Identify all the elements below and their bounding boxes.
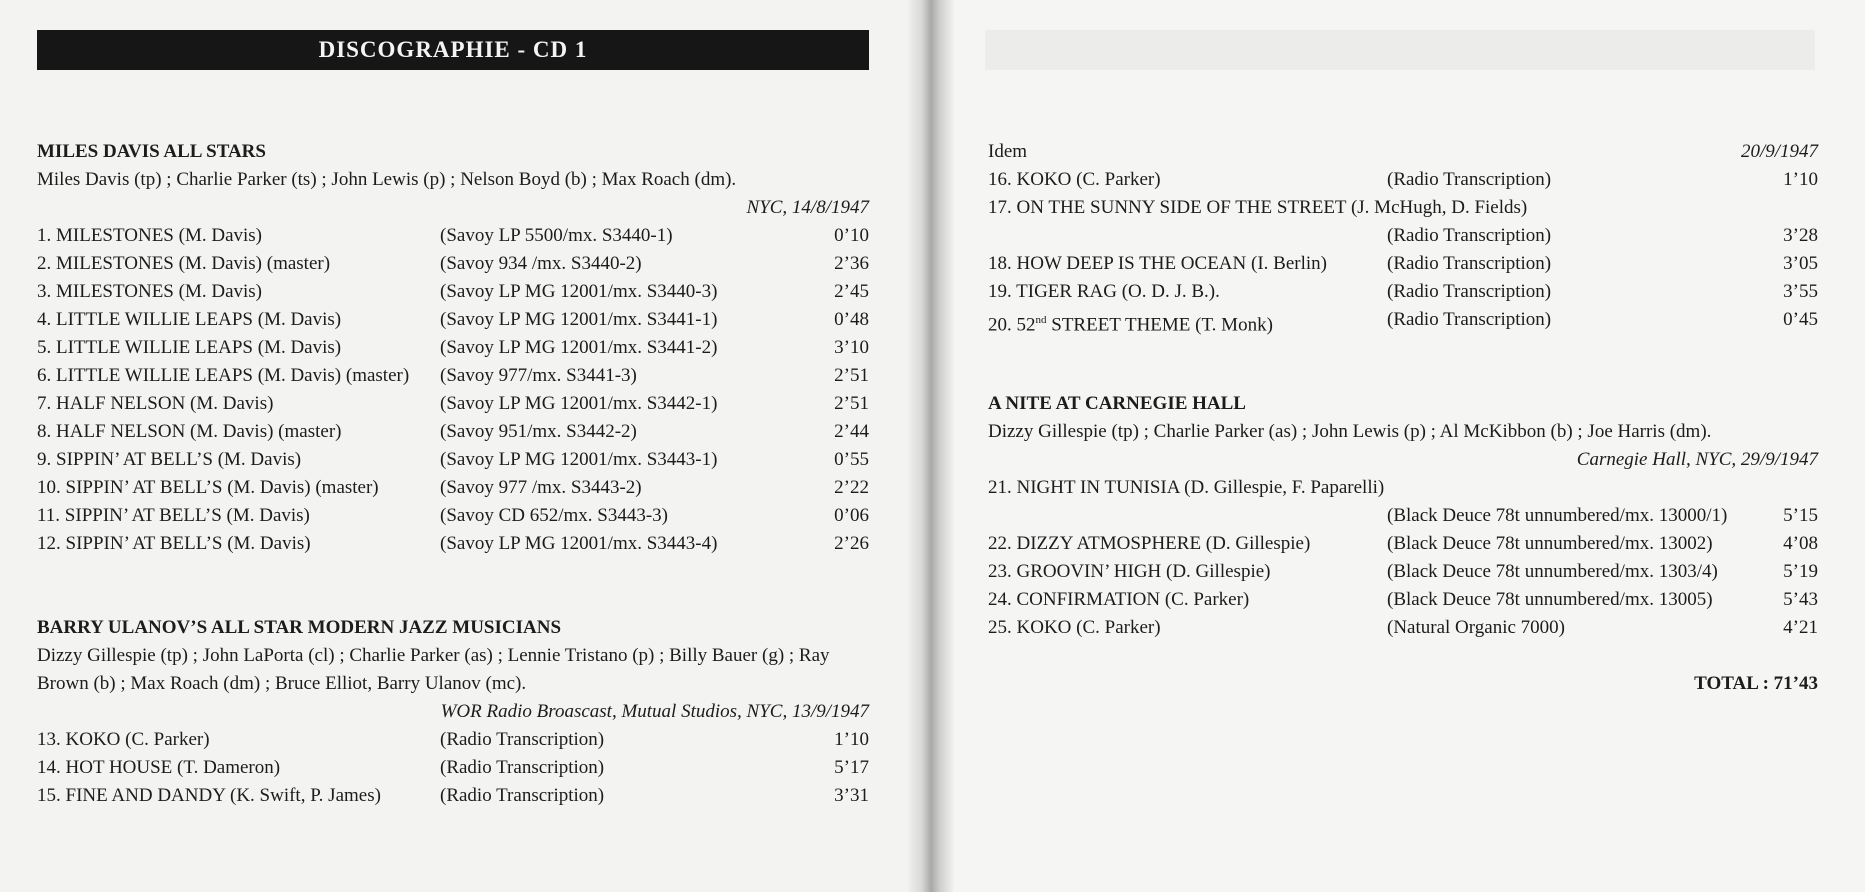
track-issue: (Savoy LP MG 12001/mx. S3442-1) xyxy=(440,393,718,414)
track-issue: (Radio Transcription) xyxy=(1387,225,1552,246)
track-title xyxy=(988,306,1273,339)
track-title: 25. KOKO (C. Parker) xyxy=(988,617,1161,638)
track-issue: (Radio Transcription) xyxy=(440,757,605,778)
track-duration: 5’17 xyxy=(834,757,869,778)
track-title: 22. DIZZY ATMOSPHERE (D. Gillespie) xyxy=(988,533,1311,554)
track-row xyxy=(988,222,1818,250)
page-title: DISCOGRAPHIE - CD 1 xyxy=(37,30,869,70)
track-duration: 0’10 xyxy=(834,225,869,246)
track-title: 19. TIGER RAG (O. D. J. B.). xyxy=(988,281,1220,302)
track-issue: (Radio Transcription) xyxy=(440,729,605,750)
track-row xyxy=(37,390,869,418)
track-title: 9. SIPPIN’ AT BELL’S (M. Davis) xyxy=(37,449,302,470)
track-duration: 3’05 xyxy=(1783,253,1818,274)
track-duration: 3’28 xyxy=(1783,225,1818,246)
track-duration: 4’08 xyxy=(1783,533,1818,554)
track-duration: 5’43 xyxy=(1783,589,1818,610)
track-row xyxy=(37,418,869,446)
track-row xyxy=(988,558,1818,586)
track-title: 11. SIPPIN’ AT BELL’S (M. Davis) xyxy=(37,505,310,526)
total-duration: TOTAL : 71’43 xyxy=(1694,673,1818,694)
track-duration: 3’10 xyxy=(834,337,869,358)
track-title: 15. FINE AND DANDY (K. Swift, P. James) xyxy=(37,785,381,806)
track-duration: 2’51 xyxy=(834,365,869,386)
track-title: 8. HALF NELSON (M. Davis) (master) xyxy=(37,421,342,442)
track-row xyxy=(37,334,869,362)
track-duration: 0’06 xyxy=(834,505,869,526)
track-duration: 0’45 xyxy=(1783,309,1818,330)
track-row xyxy=(37,222,869,250)
track-title: 7. HALF NELSON (M. Davis) xyxy=(37,393,274,414)
track-title-number: 20. 52 xyxy=(988,314,1036,336)
track-title: 10. SIPPIN’ AT BELL’S (M. Davis) (master) xyxy=(37,477,379,498)
session-1-group: MILES DAVIS ALL STARS xyxy=(37,141,266,162)
track-row xyxy=(37,530,869,558)
track-duration: 2’26 xyxy=(834,533,869,554)
track-duration: 1’10 xyxy=(1783,169,1818,190)
track-title: 1. MILESTONES (M. Davis) xyxy=(37,225,263,246)
track-issue: (Black Deuce 78t unnumbered/mx. 13000/1) xyxy=(1387,505,1728,526)
track-title: 14. HOT HOUSE (T. Dameron) xyxy=(37,757,281,778)
track-row xyxy=(37,362,869,390)
track-row xyxy=(988,306,1818,334)
idem-date: 20/9/1947 xyxy=(1740,141,1818,162)
track-title: 24. CONFIRMATION (C. Parker) xyxy=(988,589,1250,610)
track-title: 21. NIGHT IN TUNISIA (D. Gillespie, F. Paparelli) xyxy=(988,477,1385,498)
session-1-lineup: Miles Davis (tp) ; Charlie Parker (ts) ; John Lewis (p) ; Nelson Boyd (b) ; Max Roach (dm). xyxy=(37,169,737,190)
track-issue: (Radio Transcription) xyxy=(1387,309,1552,330)
session-3-place-date: Carnegie Hall, NYC, 29/9/1947 xyxy=(1576,449,1818,470)
track-row xyxy=(37,278,869,306)
track-row xyxy=(988,474,1818,502)
track-title: 16. KOKO (C. Parker) xyxy=(988,169,1161,190)
session-2-lineup: Dizzy Gillespie (tp) ; John LaPorta (cl) ; Charlie Parker (as) ; Lennie Tristano (p) ; Billy Bauer (g) ; Ray Brown (b) ; Max Roach (dm) ; Bruce Elliot, Barry Ulanov (mc). xyxy=(37,645,830,694)
track-row xyxy=(37,250,869,278)
track-row xyxy=(988,586,1818,614)
track-row xyxy=(37,782,869,810)
track-issue: (Savoy LP MG 12001/mx. S3443-4) xyxy=(440,533,718,554)
track-duration: 4’21 xyxy=(1783,617,1818,638)
track-issue: (Black Deuce 78t unnumbered/mx. 1303/4) xyxy=(1387,561,1718,582)
track-title: 23. GROOVIN’ HIGH (D. Gillespie) xyxy=(988,561,1271,582)
track-issue: (Black Deuce 78t unnumbered/mx. 13002) xyxy=(1387,533,1713,554)
track-title: 3. MILESTONES (M. Davis) xyxy=(37,281,263,302)
track-title: 13. KOKO (C. Parker) xyxy=(37,729,210,750)
track-issue: (Savoy 951/mx. S3442-2) xyxy=(440,421,637,442)
track-issue: (Savoy CD 652/mx. S3443-3) xyxy=(440,505,668,526)
track-issue: (Savoy LP MG 12001/mx. S3443-1) xyxy=(440,449,718,470)
track-duration: 0’55 xyxy=(834,449,869,470)
track-row xyxy=(988,502,1818,530)
track-issue: (Radio Transcription) xyxy=(1387,253,1552,274)
track-issue: (Savoy LP MG 12001/mx. S3441-1) xyxy=(440,309,718,330)
session-1-place-date: NYC, 14/8/1947 xyxy=(746,197,869,218)
session-2-group: BARRY ULANOV’S ALL STAR MODERN JAZZ MUSICIANS xyxy=(37,617,562,638)
track-row xyxy=(988,278,1818,306)
bleed-through-banner xyxy=(985,30,1815,70)
track-duration: 5’19 xyxy=(1783,561,1818,582)
track-issue: (Savoy 977 /mx. S3443-2) xyxy=(440,477,642,498)
session-3-group: A NITE AT CARNEGIE HALL xyxy=(988,393,1246,414)
track-duration: 2’22 xyxy=(834,477,869,498)
ordinal-suffix: nd xyxy=(1035,314,1047,326)
track-duration: 3’55 xyxy=(1783,281,1818,302)
track-issue: (Savoy 934 /mx. S3440-2) xyxy=(440,253,642,274)
track-row xyxy=(37,474,869,502)
track-row xyxy=(988,614,1818,642)
track-duration: 2’44 xyxy=(834,421,869,442)
session-1-tracklist xyxy=(37,222,869,558)
track-title: 18. HOW DEEP IS THE OCEAN (I. Berlin) xyxy=(988,253,1327,274)
track-issue: (Natural Organic 7000) xyxy=(1387,617,1565,638)
track-title: 6. LITTLE WILLIE LEAPS (M. Davis) (master) xyxy=(37,365,410,386)
session-3-lineup: Dizzy Gillespie (tp) ; Charlie Parker (as) ; John Lewis (p) ; Al McKibbon (b) ; Joe Harris (dm). xyxy=(988,421,1712,442)
track-issue: (Savoy LP MG 12001/mx. S3441-2) xyxy=(440,337,718,358)
track-duration: 0’48 xyxy=(834,309,869,330)
track-issue: (Savoy 977/mx. S3441-3) xyxy=(440,365,637,386)
idem-label: Idem xyxy=(988,141,1028,162)
session-3-tracklist xyxy=(988,474,1818,642)
track-duration: 2’45 xyxy=(834,281,869,302)
track-duration: 3’31 xyxy=(834,785,869,806)
session-2-tracklist xyxy=(37,726,869,810)
track-duration: 2’36 xyxy=(834,253,869,274)
track-row xyxy=(988,250,1818,278)
track-row xyxy=(37,754,869,782)
track-issue: (Radio Transcription) xyxy=(1387,169,1552,190)
track-title: 12. SIPPIN’ AT BELL’S (M. Davis) xyxy=(37,533,311,554)
idem-tracklist xyxy=(988,166,1818,334)
track-row xyxy=(988,194,1818,222)
track-title: 5. LITTLE WILLIE LEAPS (M. Davis) xyxy=(37,337,342,358)
session-2-place-date: WOR Radio Broascast, Mutual Studios, NYC, 13/9/1947 xyxy=(440,701,869,722)
track-issue: (Savoy LP MG 12001/mx. S3440-3) xyxy=(440,281,718,302)
track-row xyxy=(37,502,869,530)
track-issue: (Black Deuce 78t unnumbered/mx. 13005) xyxy=(1387,589,1713,610)
track-title: 2. MILESTONES (M. Davis) (master) xyxy=(37,253,331,274)
track-issue: (Radio Transcription) xyxy=(440,785,605,806)
track-title: 4. LITTLE WILLIE LEAPS (M. Davis) xyxy=(37,309,342,330)
track-row xyxy=(988,166,1818,194)
track-duration: 1’10 xyxy=(834,729,869,750)
track-issue: (Radio Transcription) xyxy=(1387,281,1552,302)
track-title: 17. ON THE SUNNY SIDE OF THE STREET (J. McHugh, D. Fields) xyxy=(988,197,1528,218)
track-row xyxy=(37,306,869,334)
track-row xyxy=(37,726,869,754)
track-row xyxy=(988,530,1818,558)
track-duration: 5’15 xyxy=(1783,505,1818,526)
track-title-rest: STREET THEME (T. Monk) xyxy=(1046,314,1273,336)
book-gutter xyxy=(908,0,954,892)
track-issue: (Savoy LP 5500/mx. S3440-1) xyxy=(440,225,673,246)
track-duration: 2’51 xyxy=(834,393,869,414)
track-row xyxy=(37,446,869,474)
